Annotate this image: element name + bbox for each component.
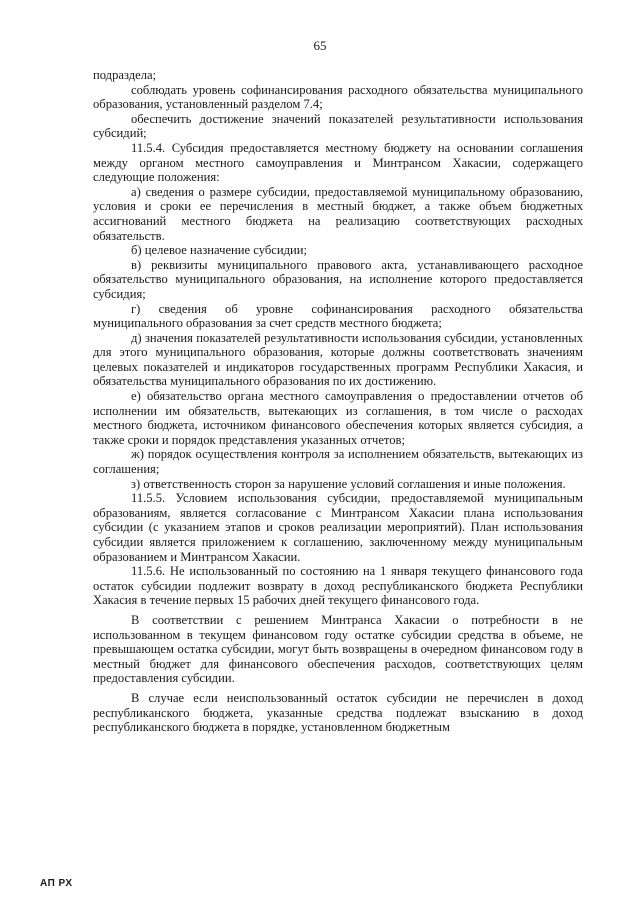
- paragraph: е) обязательство органа местного самоуправления о предоставлении отчетов об исполнении им обязательств, вытекающих из соглашения, в том числе о расходах местного бюджета, источником финансового обеспечения которых является субсидия, а также сроки и порядок представления указанных отчетов;: [93, 389, 583, 447]
- paragraph: д) значения показателей результативности использования субсидии, установленных для этого муниципального образования, которые должны соответствовать значениям целевых показателей и индикаторов государственных программ Республики Хакасия, и обязательства муниципального образования по их достижению.: [93, 330, 583, 389]
- paragraph: а) сведения о размере субсидии, предоставляемой муниципальному образованию, условия и сроки ее перечисления в местный бюджет, а также объем бюджетных ассигнований местного бюджета на реализацию соответствующих расходных обязательств.: [93, 184, 583, 243]
- paragraph: 11.5.4. Субсидия предоставляется местному бюджету на основании соглашения между органом местного самоуправления и Минтрансом Хакасии, содержащего следующие положения:: [93, 140, 583, 185]
- paragraph: В соответствии с решением Минтранса Хакасии о потребности в не использованном в текущем финансовом году остатке субсидии средства в объеме, не превышающем остатка субсидии, могут быть возвращены в очередном финансовом году в местный бюджет для финансового обеспечения расходов, соответствующих целям предоставления субсидии.: [93, 612, 583, 686]
- paragraph: обеспечить достижение значений показателей результативности использования субсидий;: [93, 111, 583, 141]
- paragraph: В случае если неиспользованный остаток субсидии не перечислен в доход республиканского бюджета, указанные средства подлежат взысканию в доход республиканского бюджета в порядке, установленном бюджетным: [93, 690, 583, 735]
- paragraph: соблюдать уровень софинансирования расходного обязательства муниципального образования, установленный разделом 7.4;: [93, 82, 583, 112]
- footer-mark: АП РХ: [40, 878, 73, 889]
- paragraph: б) целевое назначение субсидии;: [131, 243, 307, 258]
- paragraph: з) ответственность сторон за нарушение условий соглашения и иные положения.: [131, 476, 566, 491]
- paragraph: г) сведения об уровне софинансирования расходного обязательства муниципального образования за счет средств местного бюджета;: [93, 301, 583, 331]
- paragraph: подраздела;: [93, 68, 157, 82]
- paragraph: 11.5.6. Не использованный по состоянию на 1 января текущего финансового года остаток субсидии подлежит возврату в доход республиканского бюджета Республики Хакасия в течение первых 15 рабочих дней текущего финансового года.: [93, 564, 583, 608]
- paragraph: 11.5.5. Условием использования субсидии, предоставляемой муниципальным образованиям, является согласование с Минтрансом Хакасии плана использования субсидии (с указанием этапов и сроков реализации мероприятий). План использования субсидии является приложением к соглашению, заключенному между муниципальным образованием и Минтрансом Хакасии.: [93, 491, 583, 564]
- paragraph: ж) порядок осуществления контроля за исполнением обязательств, вытекающих из соглашения;: [93, 447, 583, 477]
- page-number: 65: [313, 38, 327, 53]
- document-body: [93, 68, 583, 735]
- paragraph: в) реквизиты муниципального правового акта, устанавливающего расходное обязательство муниципального образования, на исполнение которого предоставляется субсидия;: [93, 257, 583, 301]
